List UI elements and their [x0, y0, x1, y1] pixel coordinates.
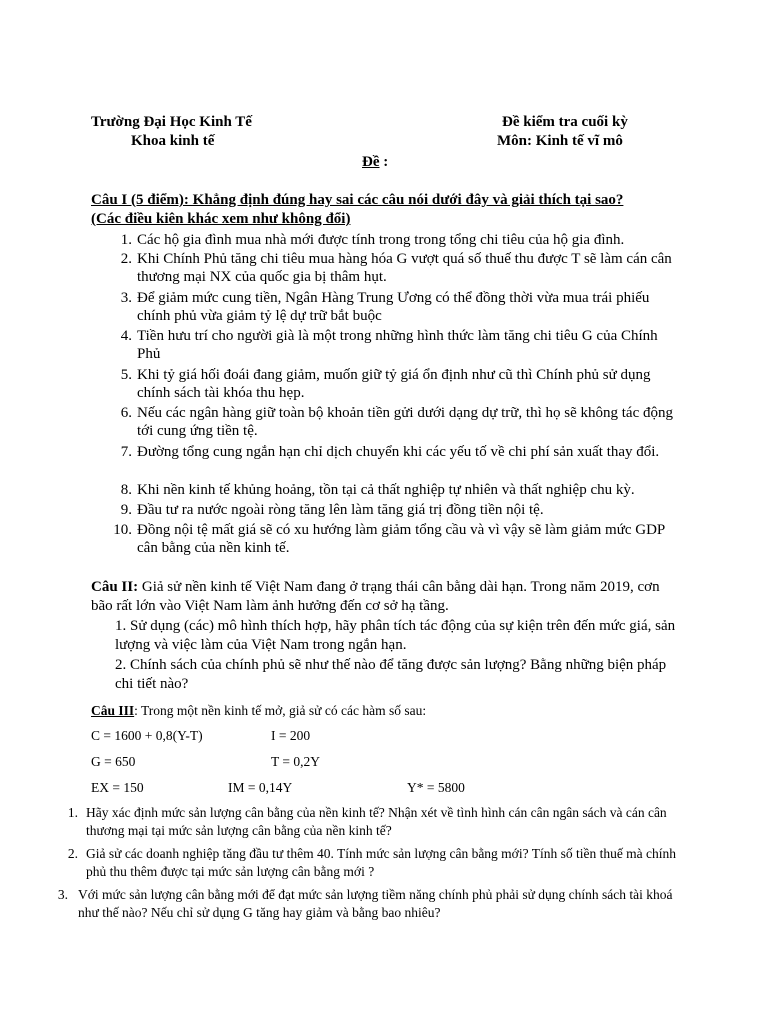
- q1-item-text: Khi Chính Phủ tăng chi tiêu mua hàng hóa G vượt quá số thuế thu được T sẽ làm cán cân thương mại NX của quốc gia bị thâm hụt.: [137, 251, 672, 285]
- school-name: Trường Đại Học Kinh Tế: [91, 114, 252, 130]
- q1-item-text: Khi nền kinh tế khủng hoảng, tồn tại cả thất nghiệp tự nhiên và thất nghiệp chu kỳ.: [137, 482, 635, 498]
- q3-item-text: Giả sử các doanh nghiệp tăng đầu tư thêm 40. Tính mức sản lượng cân bằng mới? Tính số tiền thuế mà chính phủ thu thêm được tại mức sản lượng cân bằng mới ?: [86, 846, 677, 879]
- q2-item: 1. Sử dụng (các) mô hình thích hợp, hãy phân tích tác động của sự kiện trên đến mức giá, sản lượng và việc làm của Việt Nam trong ngắn hạn.: [115, 618, 676, 653]
- exam-title: Đề kiểm tra cuối kỳ: [502, 114, 628, 130]
- q2-intro: [91, 578, 683, 616]
- q1-item-text: Tiền hưu trí cho người già là một trong những hình thức làm tăng chi tiêu G của Chính Phủ: [137, 328, 658, 362]
- q1-item-number: 4.: [120, 328, 132, 344]
- q2-item: 2. Chính sách của chính phủ sẽ như thế nào để tăng được sản lượng? Bằng những biện pháp chi tiết nào?: [115, 657, 667, 692]
- equation-tax: T = 0,2Y: [271, 754, 320, 769]
- q3-item-number: 1.: [67, 805, 78, 820]
- equation-exports: EX = 150: [91, 780, 144, 795]
- subject-name: Môn: Kinh tế vĩ mô: [497, 133, 623, 149]
- equation-potential-output: Y* = 5800: [407, 780, 465, 795]
- q3-item-text: Với mức sản lượng cân bằng mới để đạt mức sản lượng tiềm năng chính phủ phải sử dụng chính sách tài khoá như thế nào? Nếu chỉ sử dụng G tăng hay giảm và bằng bao nhiêu?: [78, 887, 673, 920]
- q3-item-text: Hãy xác định mức sản lượng cân bằng của nền kinh tế? Nhận xét về tình hình cán cân ngân sách và cán cân thương mại tại mức sản lượng cân bằng của nền kinh tế?: [86, 805, 667, 838]
- q1-item-text: Khi tỷ giá hối đoái đang giảm, muốn giữ tỷ giá ổn định như cũ thì Chính phủ sử dụng chính sách tài khóa thu hẹp.: [137, 367, 651, 401]
- q1-item-text: Đầu tư ra nước ngoài ròng tăng lên làm tăng giá trị đồng tiền nội tệ.: [137, 502, 544, 518]
- faculty-name: Khoa kinh tế: [131, 133, 215, 149]
- exam-heading-colon: :: [379, 154, 389, 170]
- q1-item-text: Đồng nội tệ mất giá sẽ có xu hướng làm giảm tổng cầu và vì vậy sẽ làm giảm mức GDP cân bằng của nền kinh tế.: [137, 522, 665, 556]
- equation-consumption: C = 1600 + 0,8(Y-T): [91, 728, 203, 743]
- q1-item-number: 10.: [113, 522, 132, 538]
- q1-item-number: 7.: [120, 444, 132, 460]
- equation-imports: IM = 0,14Y: [228, 780, 293, 795]
- q3-intro: [91, 703, 426, 719]
- q1-item-text: Để giảm mức cung tiền, Ngân Hàng Trung Ương có thể đồng thời vừa mua trái phiếu chính phủ vừa giảm tỷ lệ dự trữ bắt buộc: [137, 290, 650, 324]
- equation-government: G = 650: [91, 754, 136, 769]
- q1-item-number: 6.: [120, 405, 132, 421]
- q1-item-number: 2.: [120, 251, 132, 267]
- q1-item-number: 5.: [120, 367, 132, 383]
- equation-investment: I = 200: [271, 728, 311, 743]
- q1-item-number: 9.: [120, 502, 132, 518]
- q1-item-number: 3.: [120, 290, 132, 306]
- q1-item-text: Đường tổng cung ngắn hạn chỉ dịch chuyển khi các yếu tố về chi phí sản xuất thay đổi.: [137, 444, 660, 460]
- q1-title-line1: Câu I (5 điểm): Khẳng định đúng hay sai các câu nói dưới đây và giải thích tại sao?: [91, 192, 624, 208]
- q2-label: Câu II:: [91, 579, 139, 595]
- q2-intro-text: Giả sử nền kinh tế Việt Nam đang ở trạng thái cân bằng dài hạn. Trong năm 2019, cơn bão rất lớn vào Việt Nam làm ảnh hưởng đến cơ sở hạ tầng.: [91, 579, 660, 614]
- q1-item-number: 8.: [120, 482, 132, 498]
- q1-item-number: 1.: [120, 232, 132, 248]
- exam-heading-label: Đề: [362, 154, 380, 170]
- q3-item-number: 3.: [57, 887, 68, 902]
- q1-item-text: Nếu các ngân hàng giữ toàn bộ khoản tiền gửi dưới dạng dự trữ, thì họ sẽ không tác động tới cung ứng tiền tệ.: [137, 405, 673, 439]
- q1-item-text: Các hộ gia đình mua nhà mới được tính trong trong tổng chi tiêu của hộ gia đình.: [137, 232, 625, 248]
- exam-heading: [362, 154, 388, 171]
- q1-title-line2: (Các điều kiên khác xem như không đổi): [91, 211, 351, 227]
- q3-item-number: 2.: [67, 846, 78, 861]
- q3-label: Câu III: [91, 703, 135, 718]
- q3-intro-text: : Trong một nền kinh tế mở, giả sử có các hàm số sau:: [134, 703, 427, 718]
